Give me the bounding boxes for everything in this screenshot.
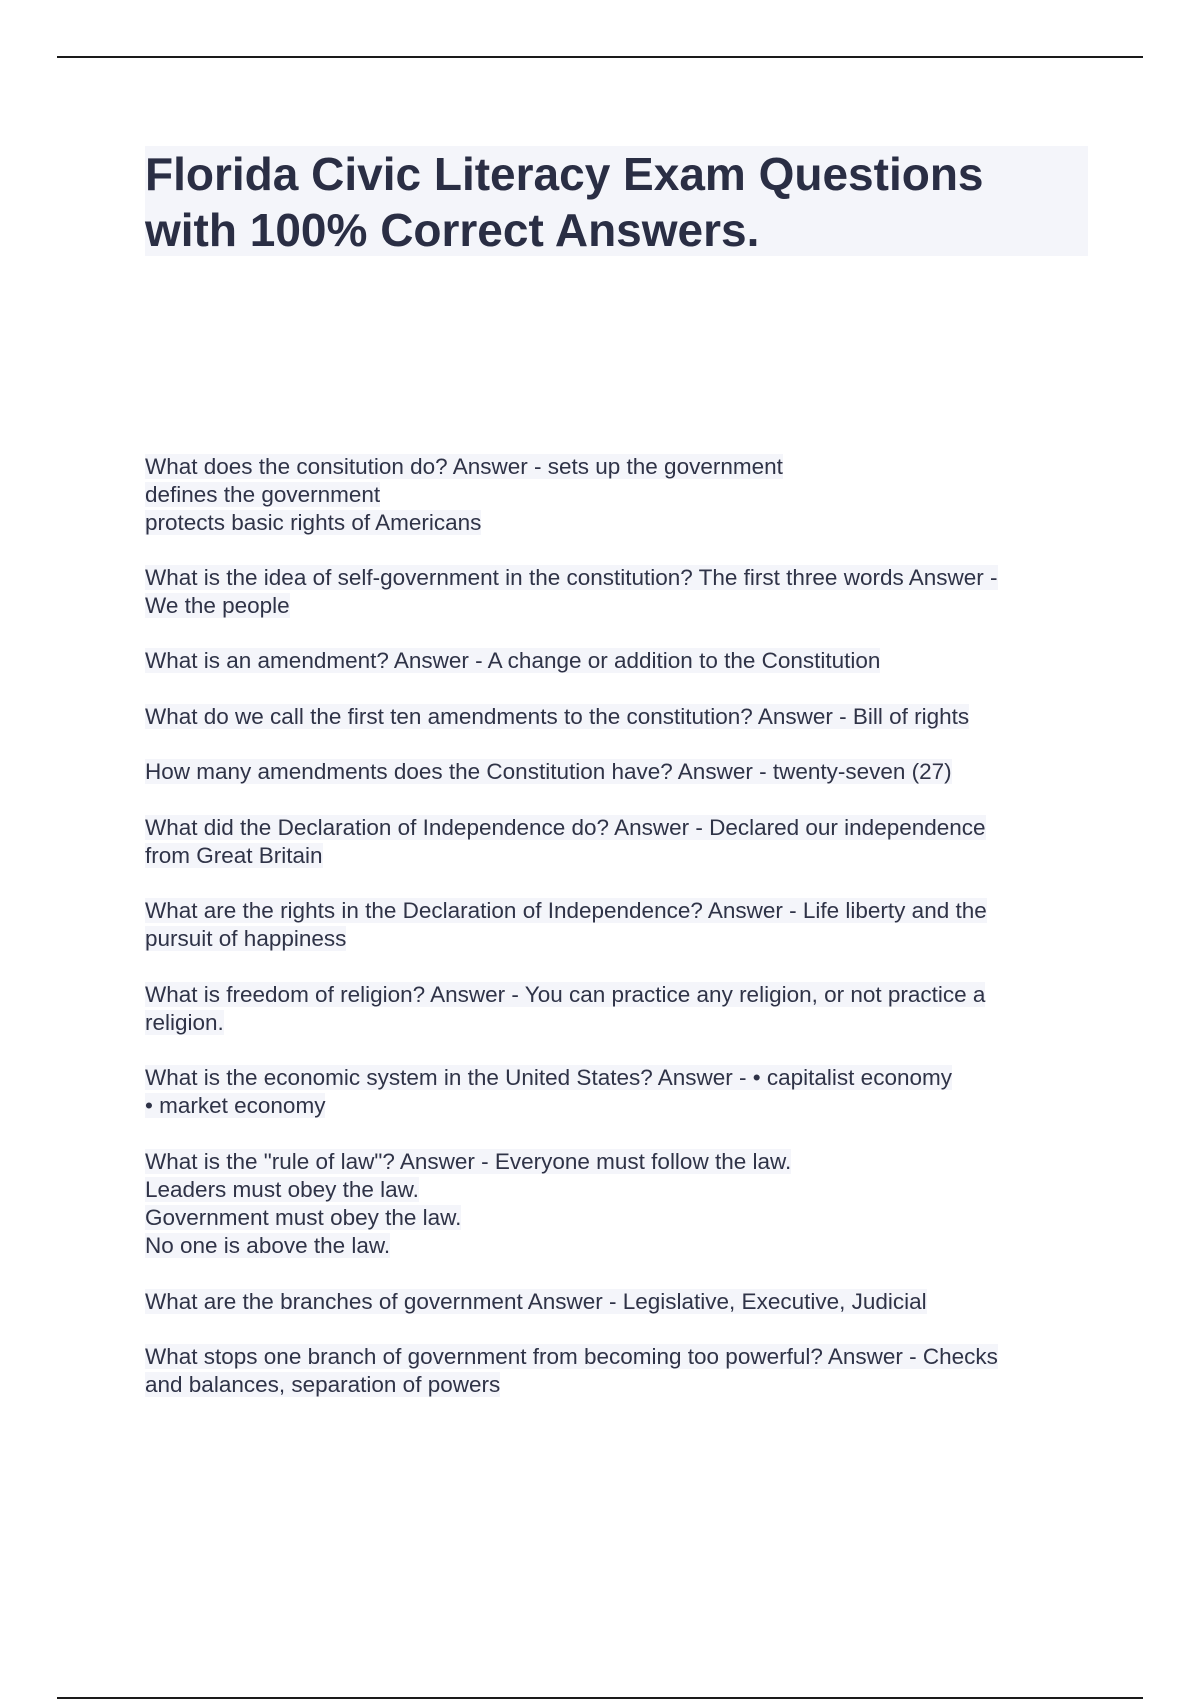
qa-item — [145, 814, 986, 870]
qa-item — [145, 1064, 952, 1120]
qa-line: No one is above the law. — [145, 1233, 391, 1258]
qa-line: How many amendments does the Constitution have? Answer - twenty-seven (27) — [145, 759, 952, 784]
top-rule — [57, 56, 1143, 58]
qa-item — [145, 1148, 791, 1260]
qa-line: What is freedom of religion? Answer - You can practice any religion, or not practice a — [145, 982, 986, 1007]
qa-item — [145, 703, 969, 731]
qa-line: What do we call the first ten amendments to the constitution? Answer - Bill of rights — [145, 704, 970, 729]
qa-item — [145, 1288, 927, 1316]
qa-line: What stops one branch of government from becoming too powerful? Answer - Checks — [145, 1344, 998, 1369]
qa-line: Government must obey the law. — [145, 1205, 462, 1230]
title-line: Florida Civic Literacy Exam Questions — [145, 148, 984, 200]
qa-line: What did the Declaration of Independence do? Answer - Declared our independence — [145, 815, 986, 840]
qa-line: What is the "rule of law"? Answer - Everyone must follow the law. — [145, 1149, 792, 1174]
qa-line: What does the consitution do? Answer - sets up the government — [145, 454, 783, 479]
qa-item — [145, 897, 987, 953]
qa-item — [145, 453, 783, 537]
bottom-rule — [57, 1697, 1143, 1699]
qa-line: and balances, separation of powers — [145, 1372, 501, 1397]
qa-item — [145, 981, 985, 1037]
qa-line: pursuit of happiness — [145, 926, 347, 951]
qa-line: We the people — [145, 593, 290, 618]
qa-line: Leaders must obey the law. — [145, 1177, 419, 1202]
qa-line: What is an amendment? Answer - A change or addition to the Constitution — [145, 648, 881, 673]
qa-item — [145, 647, 880, 675]
qa-line: What are the rights in the Declaration of Independence? Answer - Life liberty and the — [145, 898, 987, 923]
qa-item — [145, 1343, 998, 1399]
title-line: with 100% Correct Answers. — [145, 204, 760, 256]
qa-line: religion. — [145, 1010, 224, 1035]
qa-line: What is the economic system in the United States? Answer - • capitalist economy — [145, 1065, 952, 1090]
qa-line: from Great Britain — [145, 843, 323, 868]
qa-line: What is the idea of self-government in the constitution? The first three words Answer - — [145, 565, 998, 590]
qa-line: protects basic rights of Americans — [145, 510, 482, 535]
qa-item — [145, 758, 952, 786]
qa-line: • market economy — [145, 1093, 326, 1118]
document-title — [145, 146, 1088, 256]
qa-line: defines the government — [145, 482, 381, 507]
qa-line: What are the branches of government Answer - Legislative, Executive, Judicial — [145, 1289, 927, 1314]
qa-item — [145, 564, 998, 620]
